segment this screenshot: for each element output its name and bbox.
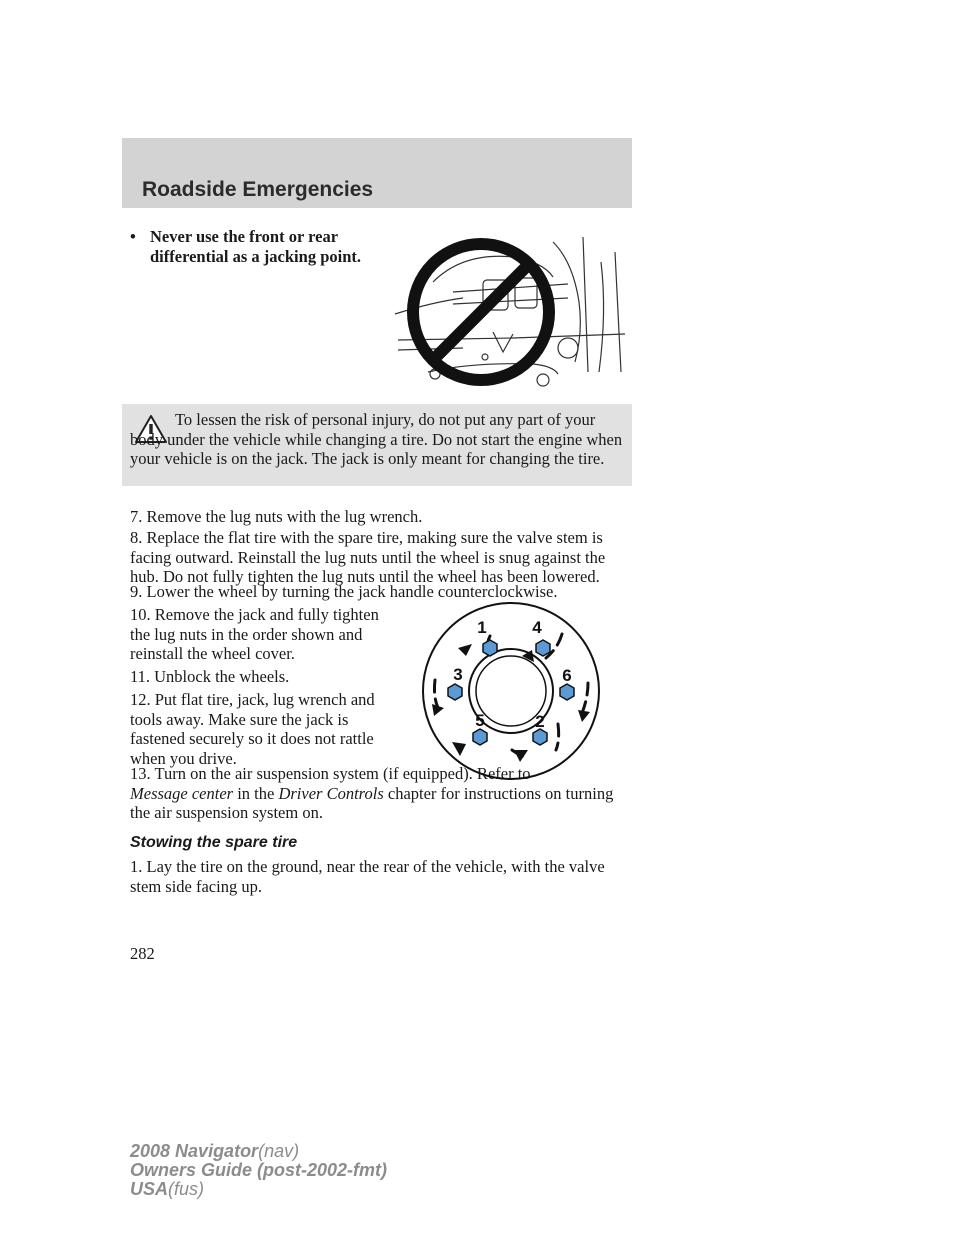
warning-box — [122, 404, 632, 486]
footer-market-code: (fus) — [168, 1179, 205, 1199]
lug-label-4: 4 — [532, 618, 542, 637]
step-10: 10. Remove the jack and fully tighten the lug nuts in the order shown and reinstall the wheel cover. — [130, 605, 379, 663]
step-13-intro: 13. Turn on the air suspension system (if equipped). Refer to — [130, 764, 531, 783]
section-title: Roadside Emergencies — [142, 178, 374, 201]
step-8: 8. Replace the flat tire with the spare tire, making sure the valve stem is facing outward. Reinstall the lug nuts until the wheel is snug against the hub. Do not fully tighten the lug nuts until the wheel has been lowered. — [130, 528, 606, 586]
step-11: 11. Unblock the wheels. — [130, 667, 290, 686]
footer-model-code: (nav) — [258, 1141, 300, 1161]
step-9: 9. Lower the wheel by turning the jack handle counterclockwise. — [130, 582, 558, 601]
stowing-step-1: 1. Lay the tire on the ground, near the rear of the vehicle, with the valve stem side facing up. — [130, 857, 605, 896]
lug-label-2: 2 — [535, 712, 545, 731]
footer-guide: Owners Guide (post-2002-fmt) — [130, 1160, 388, 1180]
step-12: 12. Put flat tire, jack, lug wrench and tools away. Make sure the jack is fastened securely so it does not rattle when you drive. — [130, 690, 375, 768]
bullet-text: Never use the front or rear differential as a jacking point. — [150, 227, 361, 266]
bullet-marker: • — [130, 227, 136, 246]
footer-model: 2008 Navigator — [130, 1141, 259, 1161]
warning-text: To lessen the risk of personal injury, do not put any part of your body under the vehicle while changing a tire. Do not start the engine when your vehicle is on the jack. The jack is only meant for changing the tire. — [130, 410, 623, 468]
no-jacking-differential-illustration — [393, 222, 633, 392]
stowing-spare-tire-heading: Stowing the spare tire — [130, 834, 298, 851]
step-13-connector: in the — [233, 783, 279, 803]
jacking-point-bullet — [130, 227, 390, 266]
lug-label-1: 1 — [477, 618, 487, 637]
document-footer — [130, 1142, 387, 1199]
footer-market: USA — [130, 1179, 169, 1199]
lug-label-6: 6 — [562, 666, 572, 685]
step-7: 7. Remove the lug nuts with the lug wrench. — [130, 507, 423, 526]
step-13-ending: chapter for instructions on turning the air suspension system on. — [130, 783, 614, 822]
lug-label-3: 3 — [453, 665, 463, 684]
driver-controls-reference: Driver Controls — [278, 783, 384, 803]
lug-nut-tightening-sequence-diagram — [410, 600, 612, 783]
lug-label-5: 5 — [475, 711, 485, 730]
message-center-reference: Message center — [130, 783, 234, 803]
page-number: 282 — [130, 944, 155, 963]
